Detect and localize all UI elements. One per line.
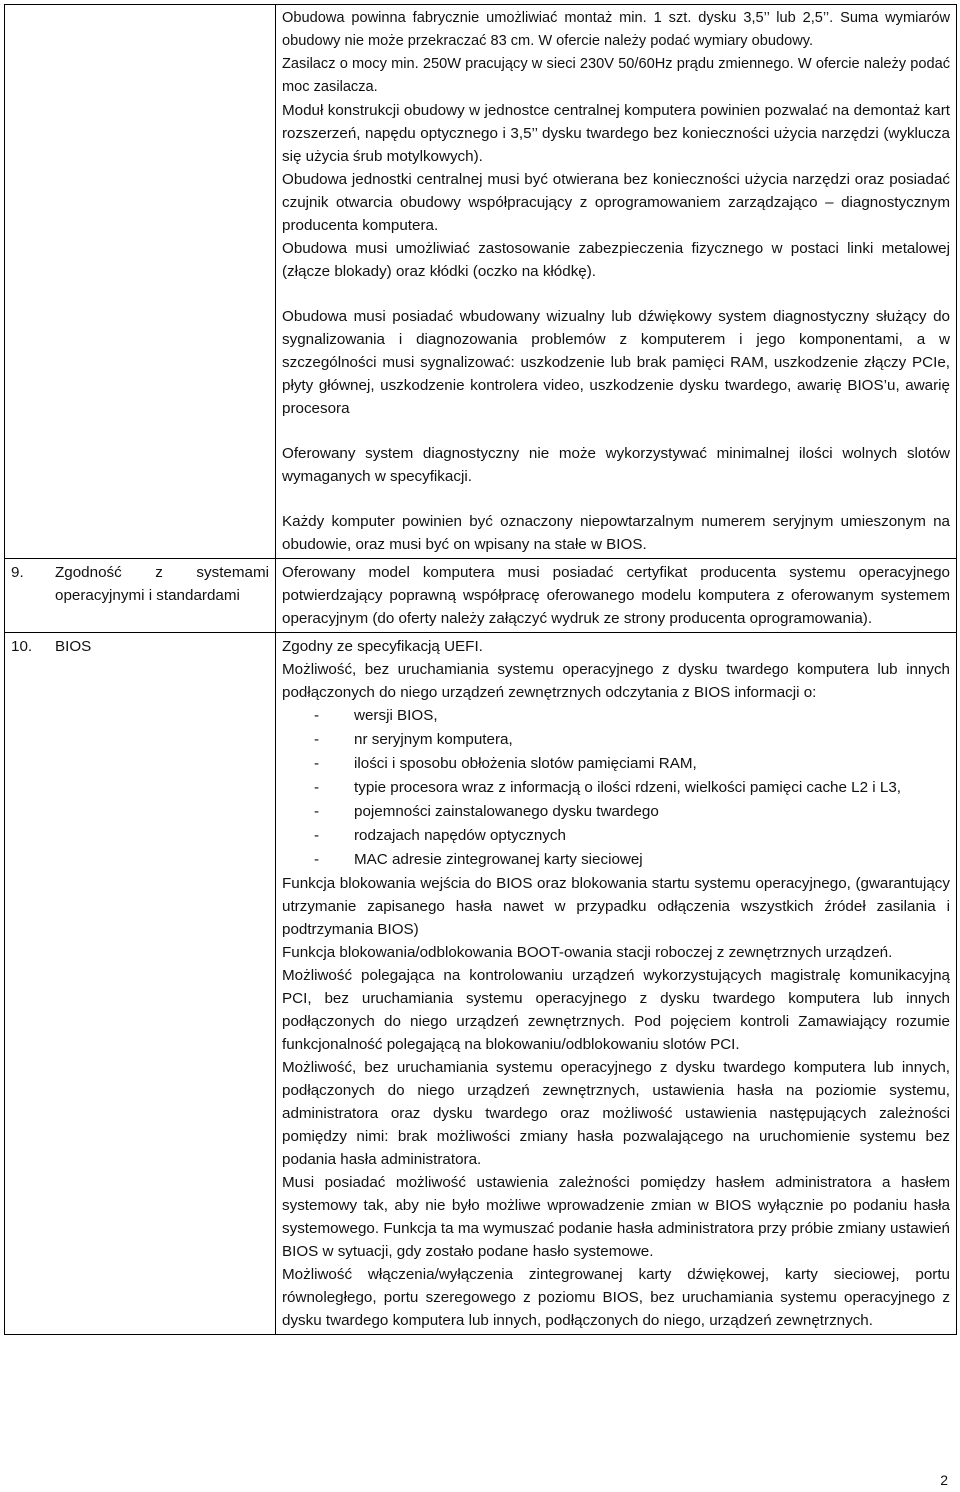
- paragraph-intrusion-sensor: Obudowa jednostki centralnej musi być otwierana bez konieczności użycia narzędzi oraz posiadać czujnik otwarcia obudowy współpracujący z oprogramowaniem zarządzająco – diagnostycznym producenta komputera.: [282, 171, 950, 234]
- paragraph-pci-control: Możliwość polegająca na kontrolowaniu urządzeń wykorzystujących magistralę komunikacyjną PCI, bez uruchamiania systemu operacyjnego z dysku twardego komputera lub innych podłączonych do niego urządzeń zewnętrznych. Pod pojęciem kontroli Zamawiający rozumie funkcjonalność polegającą na blokowaniu/odblokowaniu slotów PCI.: [282, 967, 950, 1053]
- row-content-cell: [276, 633, 957, 1335]
- table-row-bios: [5, 633, 957, 1335]
- table-row-os-compatibility: [5, 559, 957, 633]
- bios-info-list: [282, 704, 950, 872]
- paragraph-diagnostic-slots: Oferowany system diagnostyczny nie może wykorzystywać minimalnej ilości wolnych slotów wymaganych w specyfikacji.: [282, 445, 950, 485]
- list-item: - wersji BIOS,: [314, 707, 438, 724]
- paragraph-os-certificate: Oferowany model komputera musi posiadać certyfikat producenta systemu operacyjnego potwierdzający poprawną współpracę oferowanego modelu komputera z oferowanym systemem operacyjnym (do oferty należy załączyć wydruk ze strony producenta oprogramowania).: [282, 564, 950, 627]
- paragraph-lock: Obudowa musi umożliwiać zastosowanie zabezpieczenia fizycznego w postaci linki metalowej (złącze blokady) oraz kłódki (oczko na kłódkę).: [282, 240, 950, 280]
- paragraph-bios-lock: Funkcja blokowania wejścia do BIOS oraz blokowania startu systemu operacyjnego, (gwarantujący utrzymanie zapisanego hasła nawet w przypadku odłączenia wszystkich źródeł zasilania i podtrzymania BIOS): [282, 875, 950, 938]
- table-row-chassis: [5, 5, 957, 559]
- paragraph-boot-lock: Funkcja blokowania/odblokowania BOOT-owania stacji roboczej z zewnętrznych urządzeń.: [282, 944, 893, 961]
- row-title: BIOS: [55, 638, 92, 655]
- paragraph-admin-password: Musi posiadać możliwość ustawienia zależności pomiędzy hasłem administratora a hasłem systemowy tak, aby nie było możliwe wprowadzenie zmian w BIOS wyłącznie po podaniu hasła systemowego. Funkcja ta ma wymuszać podanie hasła administratora przy próbie zmiany ustawień BIOS w sytuacji, gdy zostało podane hasło systemowe.: [282, 1174, 950, 1260]
- list-item: - ilości i sposobu obłożenia slotów pamięciami RAM,: [314, 755, 697, 772]
- paragraph-device-toggle: Możliwość włączenia/wyłączenia zintegrowanej karty dźwiękowej, karty sieciowej, portu równoległego, portu szeregowego z poziomu BIOS, bez uruchamiania systemu operacyjnego z dysku twardego komputera lub innych, podłączonych do niego, urządzeń zewnętrznych.: [282, 1266, 950, 1329]
- specification-table: [4, 4, 957, 1335]
- paragraph-toolless-module: Moduł konstrukcji obudowy w jednostce centralnej komputera powinien pozwalać na demontaż kart rozszerzeń, napędu optycznego i 3,5’’ dysku twardego bez konieczności użycia narzędzi (wyklucza się użycia śrub motylkowych).: [282, 102, 950, 165]
- list-item: - typie procesora wraz z informacją o ilości rdzeni, wielkości pamięci cache L2 i L3,: [314, 779, 901, 796]
- row-content-cell: [276, 5, 957, 559]
- row-content-cell: [276, 559, 957, 633]
- list-item: - nr seryjnym komputera,: [314, 731, 513, 748]
- row-number: 10.: [11, 638, 33, 655]
- paragraph-uefi: Zgodny ze specyfikacją UEFI.: [282, 638, 483, 655]
- paragraph-psu: Zasilacz o mocy min. 250W pracujący w sieci 230V 50/60Hz prądu zmiennego. W ofercie należy podać moc zasilacza.: [282, 56, 950, 95]
- list-item: - MAC adresie zintegrowanej karty sieciowej: [314, 851, 643, 868]
- paragraph-serial-number: Każdy komputer powinien być oznaczony niepowtarzalnym numerem seryjnym umieszonym na obudowie, oraz musi być on wpisany na stałe w BIOS.: [282, 513, 950, 553]
- row-title: Zgodność z systemami operacyjnymi i standardami: [55, 564, 269, 604]
- list-item: - pojemności zainstalowanego dysku twardego: [314, 803, 659, 820]
- paragraph-bios-info-intro: Możliwość, bez uruchamiania systemu operacyjnego z dysku twardego komputera lub innych podłączonych do niego urządzeń zewnętrznych odczytania z BIOS informacji o:: [282, 661, 950, 701]
- list-item: - rodzajach napędów optycznych: [314, 827, 566, 844]
- paragraph-case-mount: Obudowa powinna fabrycznie umożliwiać montaż min. 1 szt. dysku 3,5’’ lub 2,5’’. Suma wymiarów obudowy nie może przekraczać 83 cm. W ofercie należy podać wymiary obudowy.: [282, 10, 950, 49]
- paragraph-passwords: Możliwość, bez uruchamiania systemu operacyjnego z dysku twardego komputera lub innych, podłączonych do niego urządzeń zewnętrznych, ustawienia hasła na poziomie systemu, administratora oraz dysku twardego oraz możliwość ustawienia następujących zależności pomiędzy nimi: brak możliwości zmiany hasła pozwalającego na uruchomienie systemu bez podania hasła administratora.: [282, 1059, 950, 1168]
- paragraph-diagnostic-system: Obudowa musi posiadać wbudowany wizualny lub dźwiękowy system diagnostyczny służący do sygnalizowania i diagnozowania problemów z komputerem i jego komponentami, a w szczególności musi sygnalizować: uszkodzenie lub brak pamięci RAM, uszkodzenie złączy PCIe, płyty głównej, uszkodzenie kontrolera video, uszkodzenie dysku twardego, awarię BIOS’u, awarię procesora: [282, 308, 950, 417]
- row-label-cell: [5, 559, 276, 633]
- row-label-cell: [5, 633, 276, 1335]
- row-number: 9.: [11, 564, 24, 581]
- page-number: 2: [940, 1472, 948, 1488]
- row-label-cell: [5, 5, 276, 559]
